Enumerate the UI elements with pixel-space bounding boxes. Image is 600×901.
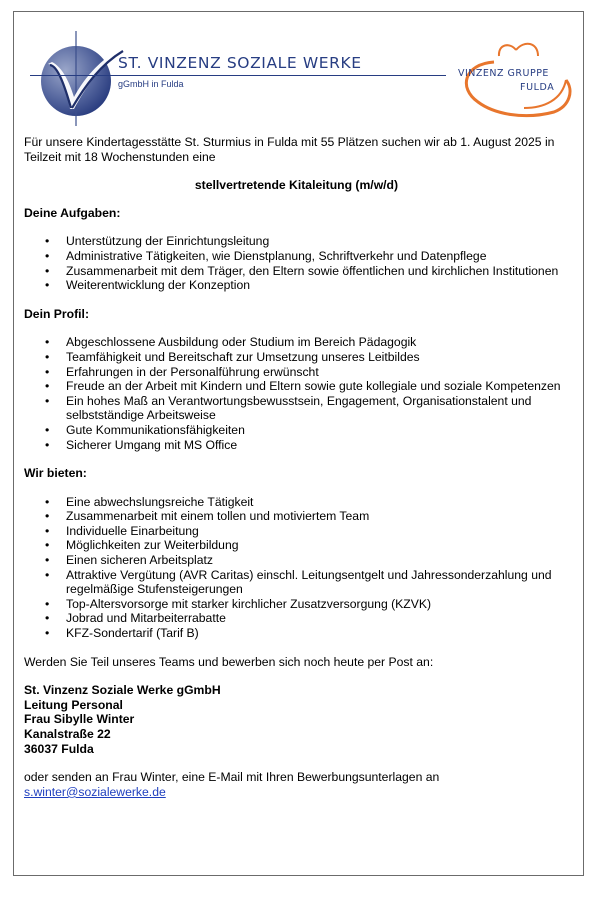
offer-heading: Wir bieten: [24,466,87,481]
offer-list [24,495,569,641]
list-item: • Freude an der Arbeit mit Kindern und Eltern sowie gute kollegiale und soziale Kompetenzen [66,379,569,394]
email-text: oder senden an Frau Winter, eine E-Mail mit Ihren Bewerbungsunterlagen an [24,770,440,785]
job-title: stellvertretende Kitaleitung (m/w/d) [194,178,399,193]
address-line: St. Vinzenz Soziale Werke gGmbH [24,683,221,698]
profile-list [24,335,569,452]
list-item: • Zusammenarbeit mit einem tollen und motiviertem Team [66,509,569,524]
list-item: • Möglichkeiten zur Weiterbildung [66,538,569,553]
list-item: • Administrative Tätigkeiten, wie Dienstplanung, Schriftverkehr und Datenpflege [66,249,569,264]
list-item: • Attraktive Vergütung (AVR Caritas) einschl. Leitungsentgelt und Jahressonderzahlung und regelmäßige Stufensteigerungen [66,568,569,597]
tasks-heading: Deine Aufgaben: [24,205,121,220]
list-item: • Jobrad und Mitarbeiterrabatte [66,611,569,626]
list-item: • Weiterentwicklung der Konzeption [66,278,569,293]
closing-text: Werden Sie Teil unseres Teams und bewerben sich noch heute per Post an: [24,654,434,669]
intro-text: Für unsere Kindertagesstätte St. Sturmius in Fulda mit 55 Plätzen suchen wir ab 1. August 2025 in Teilzeit mit 18 Wochenstunden eine [24,135,555,164]
list-item: • Sicherer Umgang mit MS Office [66,438,569,453]
list-item: • Individuelle Einarbeitung [66,524,569,539]
address-line: Frau Sibylle Winter [24,712,135,727]
email-link[interactable]: s.winter@sozialewerke.de [24,784,166,799]
gruppe-city: FULDA [520,82,555,93]
vinzenz-gruppe-heart-logo-icon [454,40,579,122]
gruppe-title: VINZENZ GRUPPE [458,68,549,79]
list-item: • Teamfähigkeit und Bereitschaft zur Umsetzung unseres Leitbildes [66,350,569,365]
org-subtitle: gGmbH in Fulda [118,79,184,89]
address-line: Leitung Personal [24,697,123,712]
list-item: • Abgeschlossene Ausbildung oder Studium im Bereich Pädagogik [66,335,569,350]
list-item: • KFZ-Sondertarif (Tarif B) [66,626,569,641]
list-item: • Erfahrungen in der Personalführung erwünscht [66,365,569,380]
tasks-list [24,234,569,292]
org-title: ST. VINZENZ SOZIALE WERKE [118,54,362,72]
list-item: • Zusammenarbeit mit dem Träger, den Eltern sowie öffentlichen und kirchlichen Institutionen [66,264,569,279]
list-item: • Gute Kommunikationsfähigkeiten [66,423,569,438]
list-item: • Top-Altersvorsorge mit starker kirchlicher Zusatzversorgung (KZVK) [66,597,569,612]
address-line: 36037 Fulda [24,741,94,756]
ad-content [24,135,569,799]
header-divider [30,75,446,76]
address-line: Kanalstraße 22 [24,727,111,741]
vinzenz-v-logo-icon [36,29,131,126]
list-item: • Einen sicheren Arbeitsplatz [66,553,569,568]
header [14,12,585,130]
job-ad-frame [13,11,584,876]
list-item: • Eine abwechslungsreiche Tätigkeit [66,495,569,510]
profile-heading: Dein Profil: [24,306,90,321]
list-item: • Ein hohes Maß an Verantwortungsbewusstsein, Engagement, Organisationstalent und selbstständige Arbeitsweise [66,394,569,423]
postal-address [24,683,569,756]
list-item: • Unterstützung der Einrichtungsleitung [66,234,569,249]
